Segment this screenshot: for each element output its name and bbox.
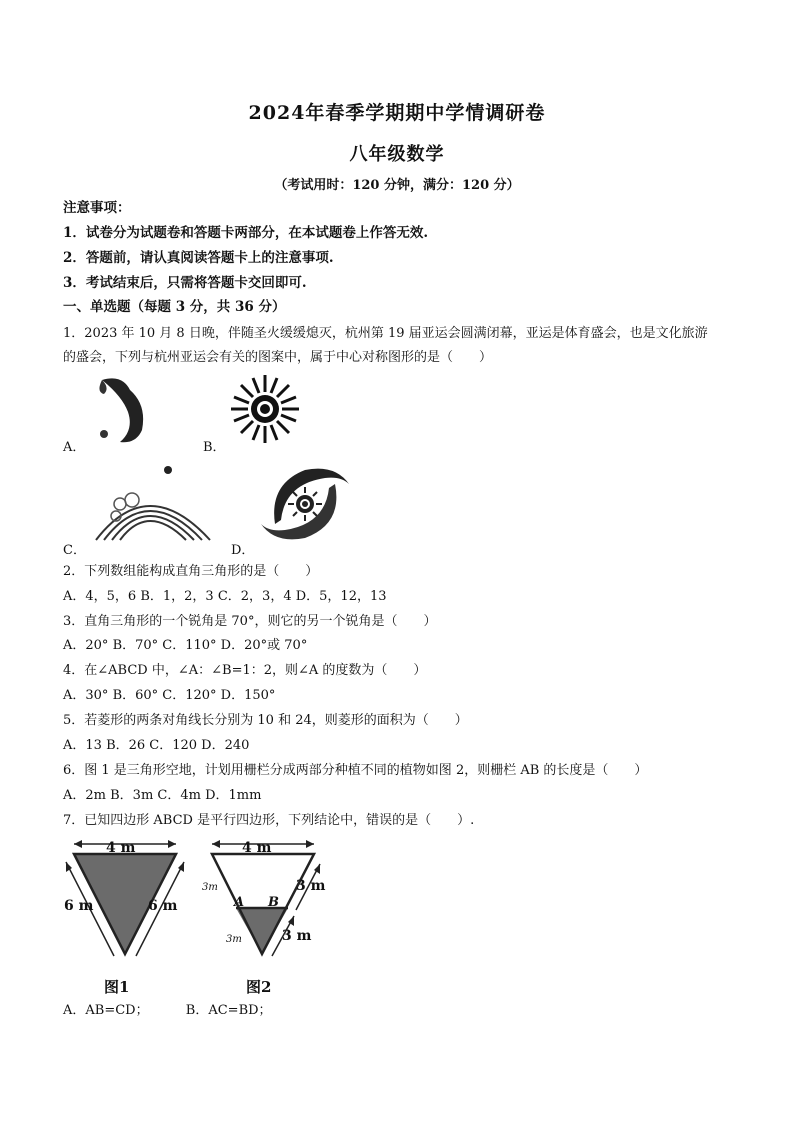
fig2-right-lower-label: 3 m xyxy=(282,928,312,944)
question-4-options: A．30° B．60° C．120° D．150° xyxy=(63,688,276,703)
fig1-left-label: 6 m xyxy=(64,898,94,914)
fig2-point-b: B xyxy=(268,895,279,910)
fig1-right-label: 6 m xyxy=(148,898,178,914)
q1-option-a-label: A． xyxy=(63,440,86,455)
question-3-stem: 3．直角三角形的一个锐角是 70°，则它的另一个锐角是（ ） xyxy=(63,614,437,629)
question-5-options: A．13 B．26 C．120 D．240 xyxy=(63,738,250,753)
note-item-3: 3．考试结束后，只需将答题卡交回即可. xyxy=(63,275,307,291)
fig2-top-label: 4 m xyxy=(242,840,272,856)
question-2-stem: 2．下列数组能构成直角三角形的是（ ） xyxy=(63,564,319,579)
note-item-2: 2．答题前，请认真阅读答题卡上的注意事项. xyxy=(63,250,334,266)
question-5-stem: 5．若菱形的两条对角线长分别为 10 和 24，则菱形的面积为（ ） xyxy=(63,713,468,728)
figure-1-triangle xyxy=(58,836,193,1001)
fig2-right-upper-label: 3 m xyxy=(296,878,326,894)
figure-2-triangle xyxy=(196,836,331,1001)
fish-emblem-image xyxy=(92,370,162,448)
note-item-1: 1．试卷分为试题卷和答题卡两部分，在本试题卷上作答无效. xyxy=(63,225,429,241)
question-2-options: A．4，5，6 B．1，2，3 C．2，3，4 D．5，12，13 xyxy=(63,589,387,604)
section-heading: 一、单选题（每题 3 分，共 36 分） xyxy=(63,299,286,315)
q1-option-c-label: C． xyxy=(63,543,86,558)
question-7-options: A．AB=CD； B．AC=BD； xyxy=(63,1003,272,1018)
fig2-caption: 图2 xyxy=(246,978,272,996)
question-3-options: A．20° B．70° C．110° D．20°或 70° xyxy=(63,638,308,653)
fig2-left-lower-label: 3m xyxy=(226,934,242,945)
q1-option-b-label: B． xyxy=(203,440,226,455)
dragon-emblem-image xyxy=(253,460,358,550)
exam-info: （考试用时：120 分钟，满分：120 分） xyxy=(274,178,520,193)
exam-title: 2024年春季学期期中学情调研卷 xyxy=(248,102,546,124)
fig2-point-a: A xyxy=(234,895,245,910)
sun-emblem-image xyxy=(228,372,302,446)
question-6-stem: 6．图 1 是三角形空地，计划用栅栏分成两部分种植不同的植物如图 2，则栅栏 AB 的长度是（ ） xyxy=(63,763,648,778)
notes-heading: 注意事项： xyxy=(63,200,131,216)
fig2-left-upper-label: 3m xyxy=(202,882,218,893)
fig1-caption: 图1 xyxy=(104,978,130,996)
exam-subject: 八年级数学 xyxy=(349,144,445,165)
question-4-stem: 4．在∠ABCD 中，∠A：∠B=1：2，则∠A 的度数为（ ） xyxy=(63,663,427,678)
question-6-options: A．2m B．3m C．4m D．1mm xyxy=(63,788,262,803)
question-7-stem: 7．已知四边形 ABCD 是平行四边形，下列结论中，错误的是（ ）. xyxy=(63,813,475,828)
fig1-top-label: 4 m xyxy=(106,840,136,856)
question-1-line-2: 的盛会，下列与杭州亚运会有关的图案中，属于中心对称图形的是（ ） xyxy=(63,350,493,365)
q1-option-d-label: D． xyxy=(231,543,255,558)
wave-emblem-image xyxy=(88,462,216,552)
question-1-line-1: 1．2023 年 10 月 8 日晚，伴随圣火缓缓熄灭，杭州第 19 届亚运会圆满闭幕，亚运是体育盛会，也是文化旅游 xyxy=(63,326,708,341)
